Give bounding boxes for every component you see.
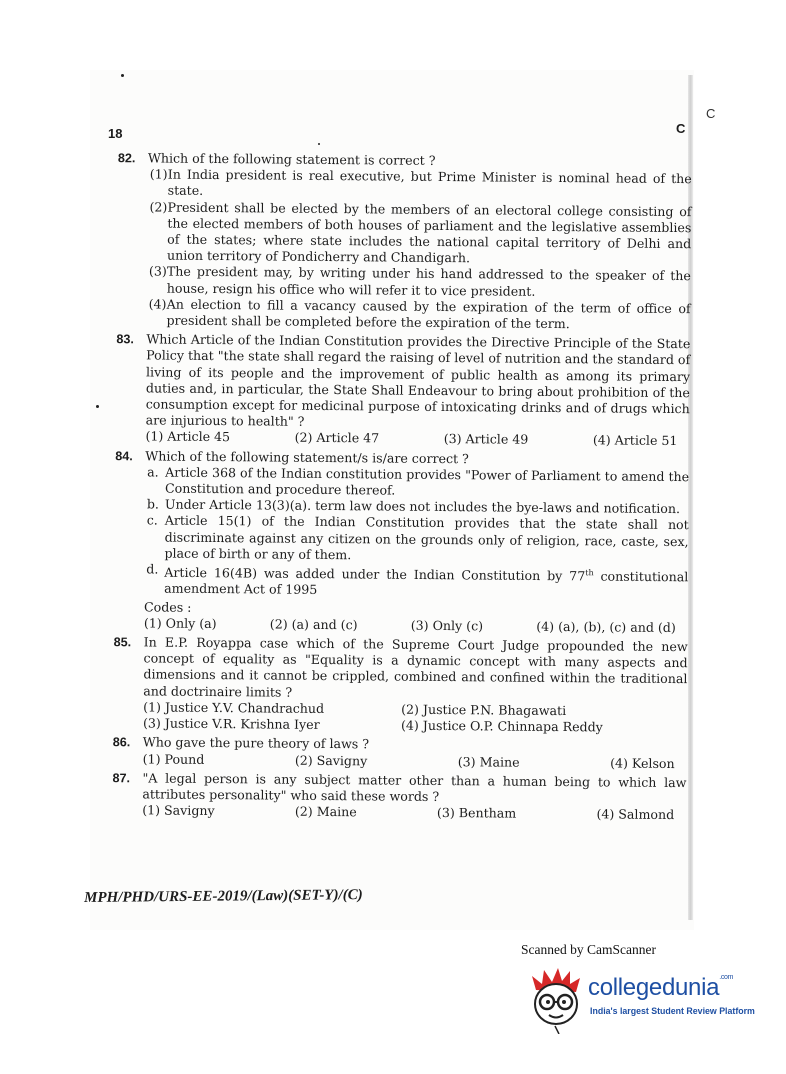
choice: (4) Kelson <box>610 754 675 771</box>
page-number: 18 <box>108 126 123 141</box>
question-86 <box>95 734 687 772</box>
option: (3) The president may, by writing under his hand addressed to the speaker of the house, resign his office who will refer it to vice president. <box>148 263 691 299</box>
answer-choices <box>142 803 686 824</box>
question-number: 83. <box>116 332 134 347</box>
statement: c. Article 15(1) of the Indian Constitution provides that the state shall not discriminate against any citizen on the grounds only of religion, race, caste, sex, place of birth or any of them. <box>146 512 689 563</box>
choice: (4) Article 51 <box>592 432 678 449</box>
question-text: Who gave the pure theory of laws ? <box>142 734 370 752</box>
paper-code-footer: MPH/PHD/URS-EE-2019/(Law)(SET-Y)/(C) <box>84 887 363 906</box>
question-text: In E.P. Royappa case which of the Supreme Court Judge propounded the new concept of equality as "Equality is a dynamic concept with many aspects and dimensions and it cannot be crippled, combined and confined within the traditional and doctrinaire limits ? <box>143 634 688 700</box>
question-number: 85. <box>113 635 132 650</box>
statement: d. Article 16(4B) was added under the Indian Constitution by 77th constitutional amendment Act of 1995 <box>146 561 689 598</box>
choice: (1) Justice Y.V. Chandrachud <box>143 699 325 716</box>
choice: (2) Justice P.N. Bhagawati <box>401 701 567 718</box>
choice: (1) Savigny <box>142 802 215 819</box>
choice: (2) (a) and (c) <box>269 616 358 633</box>
question-list <box>94 150 692 826</box>
question-number: 87. <box>112 770 131 785</box>
answer-choices <box>145 429 689 450</box>
choice: (3) Justice V.R. Krishna Iyer <box>142 715 320 733</box>
question-text: "A legal person is any subject matter other than a human being to which law attributes personality" who said these words ? <box>142 770 687 804</box>
answer-choices <box>143 751 687 772</box>
set-mark: C <box>676 121 686 136</box>
question-87 <box>94 770 686 824</box>
question-number: 84. <box>115 448 133 463</box>
answer-choices <box>144 615 688 636</box>
question-text: Which of the following statement/s is/are correct ? <box>145 448 469 466</box>
choice: (4) Salmond <box>596 806 675 823</box>
choice: (1) Article 45 <box>145 428 231 445</box>
scan-speck <box>318 143 320 145</box>
codes-label: Codes : <box>143 599 192 615</box>
question-text: Which of the following statement is correct ? <box>147 150 436 168</box>
option: (1) In India president is real executive, but Prime Minister is nominal head of the state. <box>149 166 692 199</box>
answer-choices <box>143 699 687 736</box>
question-number: 82. <box>117 151 136 166</box>
question-text: Which Article of the Indian Constitution provides the Directive Principle of the State Policy that "the state shall regard the raising of level of nutrition and the standard of living of its people and the improvement of public health as among its primary duties and, in particular, the State Shall Endeavour to bring about prohibition of the consumption except for medicinal purpose of intoxicating drinks and of drugs which are injurious to health" ? <box>145 331 691 430</box>
choice: (3) Maine <box>457 753 520 770</box>
choice: (4) (a), (b), (c) and (d) <box>536 618 676 635</box>
choice: (2) Article 47 <box>294 430 380 446</box>
question-number: 86. <box>112 735 131 750</box>
choice: (3) Bentham <box>436 805 517 821</box>
margin-mark: C <box>706 106 716 121</box>
choice: (3) Only (c) <box>410 617 484 634</box>
choice: (2) Maine <box>294 803 357 820</box>
question-83 <box>97 331 690 450</box>
option: (2) President shall be elected by the members of an electoral college consisting of the elected members of both houses of parliament and the legislative assemblies of the states; where state includes the national capital territory of Delhi and union territory of Pondicherry and Chandigarh. <box>149 199 692 266</box>
choice: (4) Justice O.P. Chinnapa Reddy <box>400 717 603 735</box>
option: (4) An election to fill a vacancy caused by the expiration of the term of office of president shall be completed before the expiration of the term. <box>148 296 691 332</box>
question-82 <box>98 150 692 333</box>
question-85 <box>95 634 688 736</box>
scanner-credit: Scanned by CamScanner <box>521 942 656 957</box>
choice: (1) Pound <box>142 750 205 767</box>
collegedunia-logo <box>528 968 758 1038</box>
choice: (2) Savigny <box>294 752 368 768</box>
choice: (1) Only (a) <box>143 615 217 631</box>
question-84 <box>96 448 690 637</box>
brand-name: collegedunia$^{.com}$ <box>588 974 734 1001</box>
scan-speck <box>121 74 124 77</box>
choice: (3) Article 49 <box>443 431 529 448</box>
statement: b. Under Article 13(3)(a). term law does not includes the bye-laws and notification. <box>146 496 681 517</box>
mascot-icon <box>528 968 588 1034</box>
brand-tagline: India's largest Student Review Platform <box>590 1006 755 1016</box>
statement: a. Article 368 of the Indian constitution provides "Power of Parliament to amend the Constitution and procedure thereof. <box>147 464 690 498</box>
